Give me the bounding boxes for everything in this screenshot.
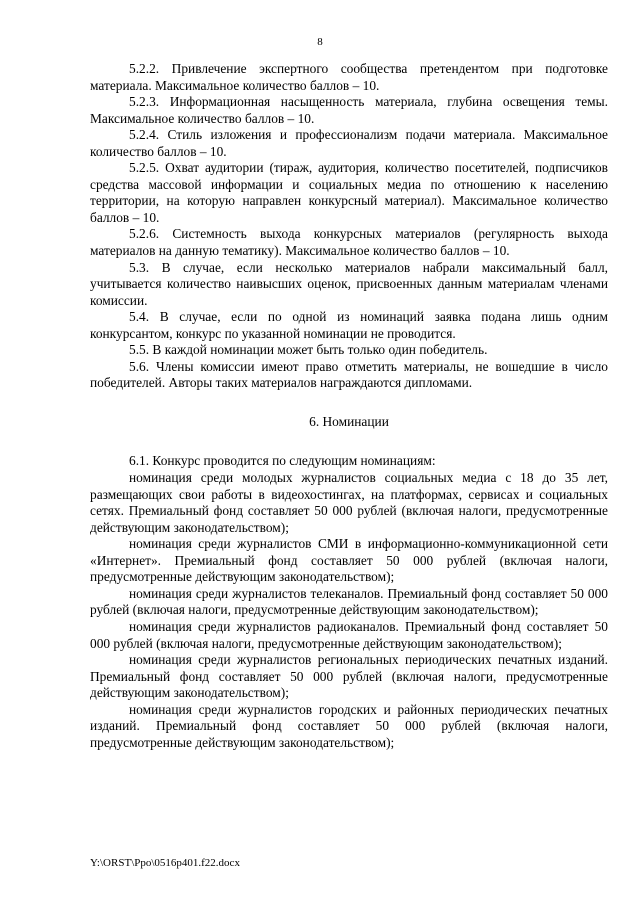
- page-number: 8: [317, 36, 323, 48]
- nomination-item: номинация среди журналистов СМИ в информационно-коммуникационной сети «Интернет». Премиальный фонд составляет 50 000 рублей (включая налоги, предусмотренные действующим законодательством);: [90, 536, 608, 585]
- section-heading: 6. Номинации: [309, 413, 389, 429]
- nomination-item: номинация среди молодых журналистов социальных медиа с 18 до 35 лет, размещающих свои работы в видеохостингах, на платформах, сервисах и социальных сетях. Премиальный фонд составляет 50 000 рублей (включая налоги, предусмотренные действующим законодательством);: [90, 470, 608, 535]
- paragraph-5-2-4: 5.2.4. Стиль изложения и профессионализм подачи материала. Максимальное количество баллов – 10.: [90, 127, 608, 159]
- paragraph-5-2-6: 5.2.6. Системность выхода конкурсных материалов (регулярность выхода материалов на данную тематику). Максимальное количество баллов – 10.: [90, 226, 608, 259]
- paragraph-5-2-3: 5.2.3. Информационная насыщенность материала, глубина освещения темы. Максимальное количество баллов – 10.: [90, 94, 608, 126]
- paragraph-5-2-2: 5.2.2. Привлечение экспертного сообщества претендентом при подготовке материала. Максимальное количество баллов – 10.: [90, 61, 608, 93]
- paragraph-5-4: 5.4. В случае, если по одной из номинаций заявка подана лишь одним конкурсантом, конкурс по указанной номинации не проводится.: [90, 309, 608, 341]
- paragraph-6-1: 6.1. Конкурс проводится по следующим номинациям:: [129, 453, 436, 469]
- paragraph-5-3: 5.3. В случае, если несколько материалов набрали максимальный балл, учитывается количество наивысших оценок, присвоенных данным материалам членами комиссии.: [90, 259, 608, 308]
- nomination-item: номинация среди журналистов городских и районных периодических печатных изданий. Премиальный фонд составляет 50 000 рублей (включая налоги, предусмотренные действующим законодательством);: [90, 701, 608, 750]
- paragraph-5-6: 5.6. Члены комиссии имеют право отметить материалы, не вошедшие в число победителей. Авторы таких материалов награждаются дипломами.: [90, 358, 608, 391]
- document-body: [90, 61, 608, 751]
- nomination-item: номинация среди журналистов радиоканалов. Премиальный фонд составляет 50 000 рублей (включая налоги, предусмотренные действующим законодательством);: [90, 618, 608, 651]
- paragraph-5-5: 5.5. В каждой номинации может быть только один победитель.: [129, 342, 488, 358]
- nomination-item: номинация среди журналистов региональных периодических печатных изданий. Премиальный фонд составляет 50 000 рублей (включая налоги, предусмотренные действующим законодательством);: [90, 652, 608, 701]
- paragraph-5-2-5: 5.2.5. Охват аудитории (тираж, аудитория, количество посетителей, подписчиков средства массовой информации и социальных медиа по отношению к населению территории, на которую направлен конкурсный материал). Максимальное количество баллов – 10.: [90, 160, 608, 225]
- nomination-item: номинация среди журналистов телеканалов. Премиальный фонд составляет 50 000 рублей (включая налоги, предусмотренные действующим законодательством);: [90, 585, 608, 618]
- footer-file-path: Y:\ORST\Ppo\0516p401.f22.docx: [90, 857, 240, 869]
